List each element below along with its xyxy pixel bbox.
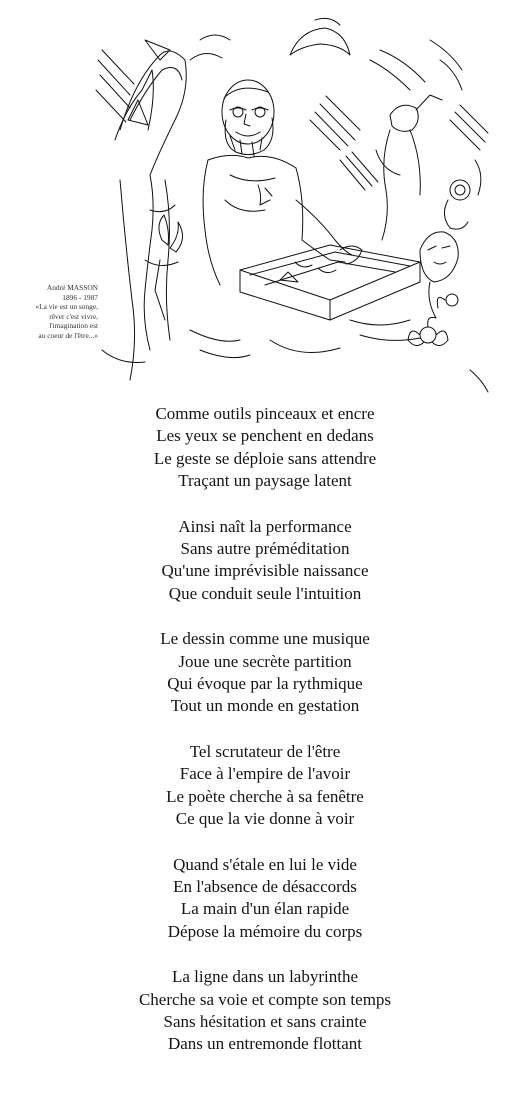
ink-sketch-illustration [90,0,490,396]
poem-line: Joue une secrète partition [178,651,352,671]
caption-quote-line: «La vie est un songe, [35,302,98,312]
caption-quote-line: rêver c'est vivre, [49,311,98,321]
poem-body [0,403,530,1056]
poem-line: Cherche sa voie et compte son temps [138,989,392,1009]
caption-artist-name: André MASSON [46,283,98,292]
poem-line: Traçant un paysage latent [178,471,352,491]
poem-line: Sans autre préméditation [180,539,350,559]
poem-line: Comme outils pinceaux et encre [155,404,375,423]
poem-line: Tout un monde en gestation [170,696,360,716]
artist-caption [6,283,98,341]
poem-line: Qu'une imprévisible naissance [161,561,369,581]
sketch-drawing [90,0,490,396]
poem-line: Ainsi naît la performance [178,516,352,536]
poem-stanza [0,516,530,606]
poem-line: Le poète cherche à sa fenêtre [166,786,364,806]
caption-quote-line: au coeur de l'être...» [38,330,98,340]
poem-line: Tel scrutateur de l'être [189,741,341,761]
poem-line: Dépose la mémoire du corps [167,921,363,941]
poem-line: Le dessin comme une musique [160,629,370,649]
poem-line: En l'absence de désaccords [173,876,357,896]
poem-stanza [0,966,530,1056]
caption-quote-line: l'imagination est [49,321,98,331]
poem-line: Ce que la vie donne à voir [175,809,355,829]
poem-stanza [0,628,530,718]
poem-stanza [0,741,530,831]
poem-line: Face à l'empire de l'avoir [179,764,351,784]
poem-line: La main d'un élan rapide [180,899,350,919]
poem-line: Sans hésitation et sans crainte [163,1011,367,1031]
poem-stanza [0,854,530,944]
poem-stanza [0,403,530,493]
poem-line: Qui évoque par la rythmique [167,674,363,694]
poem-line: Le geste se déploie sans attendre [153,448,377,468]
poem-line: Les yeux se penchent en dedans [156,426,374,446]
poem-line: Dans un entremonde flottant [167,1034,363,1054]
poem-line: Quand s'étale en lui le vide [173,854,357,874]
caption-dates: 1896 - 1987 [62,292,98,302]
poem-line: Que conduit seule l'intuition [168,583,362,603]
poem-line: La ligne dans un labyrinthe [171,967,358,987]
